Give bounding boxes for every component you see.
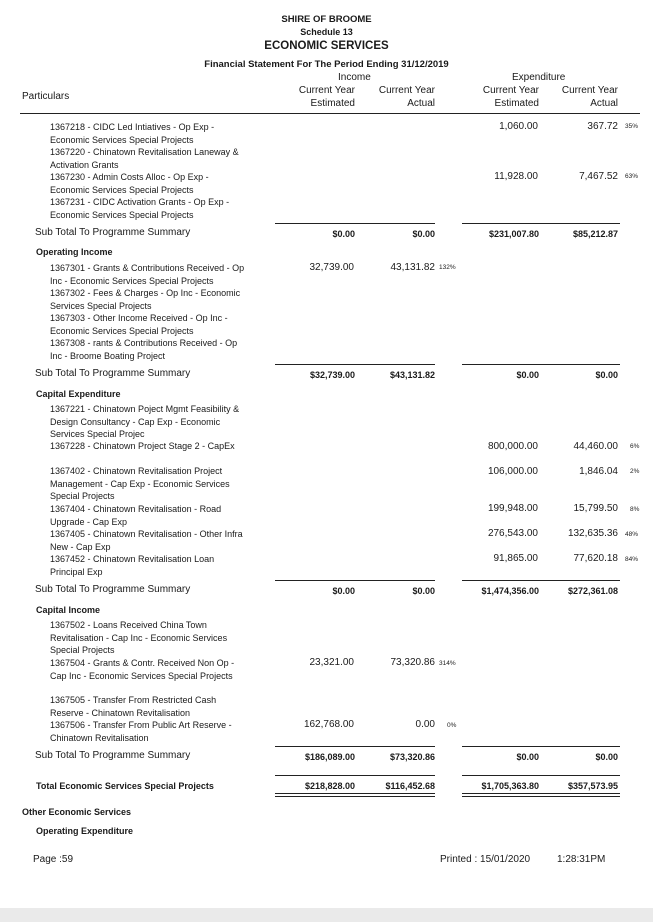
total-exp-estimated: $1,705,363.80	[481, 781, 539, 791]
subtotal-exp-actual: $272,361.08	[567, 586, 618, 596]
line-item-1367302: 1367302 - Fees & Charges - Op Inc - Economic Services Special Projects	[50, 288, 241, 311]
line-item-1367220: 1367220 - Chinatown Revitalisation Laneway & Activation Grants	[50, 147, 239, 170]
exp-estimated-value: 1,060.00	[499, 121, 538, 132]
exp-estimated-value: 106,000.00	[487, 466, 538, 477]
subtotal-rule-exp	[462, 580, 620, 581]
subtotal-income-actual: $0.00	[412, 586, 435, 596]
subtotal-exp-estimated: $0.00	[516, 370, 539, 380]
statement-title: Financial Statement For The Period Ending 31/12/2019	[204, 59, 449, 70]
percent-value: 2%	[630, 468, 640, 475]
total-rule-exp	[462, 775, 620, 776]
exp-actual-value: 15,799.50	[573, 503, 618, 514]
total-label: Total Economic Services Special Projects	[36, 781, 214, 791]
section-heading: Capital Expenditure	[36, 389, 121, 399]
line-item-1367301: 1367301 - Grants & Contributions Received - Op Inc - Economic Services Special Projects	[50, 263, 245, 286]
subtotal-rule-exp	[462, 364, 620, 365]
total-rule-income	[275, 775, 435, 776]
exp-estimated-value: 199,948.00	[487, 503, 538, 514]
percent-value: 48%	[625, 531, 639, 538]
exp-actual-value: 44,460.00	[573, 441, 618, 452]
percent-value: 35%	[625, 123, 639, 130]
printed-date: Printed : 15/01/2020	[440, 854, 531, 865]
exp-actual-value: 77,620.18	[573, 553, 618, 564]
income-estimated-header-line1: Current Year	[298, 85, 355, 96]
percent-value: 132%	[439, 264, 456, 271]
subtotal-exp-actual: $0.00	[595, 752, 618, 762]
subtotal-rule-exp	[462, 223, 620, 224]
exp-actual-value: 132,635.36	[567, 528, 618, 539]
income-actual-value: 73,320.86	[390, 657, 435, 668]
line-item-1367303: 1367303 - Other Income Received - Op Inc - Economic Services Special Projects	[50, 313, 228, 336]
subtotal-exp-actual: $0.00	[595, 370, 618, 380]
percent-value: 63%	[625, 173, 639, 180]
section-heading: Operating Expenditure	[36, 826, 134, 836]
exp-actual-value: 1,846.04	[579, 466, 618, 477]
schedule-number: Schedule 13	[300, 27, 353, 37]
line-item-1367230: 1367230 - Admin Costs Alloc - Op Exp - Economic Services Special Projects	[50, 172, 209, 195]
exp-actual-header-line2: Actual	[590, 98, 618, 109]
subtotal-income-estimated: $186,089.00	[304, 752, 355, 762]
exp-estimated-value: 91,865.00	[493, 553, 538, 564]
income-actual-value: 43,131.82	[390, 262, 435, 273]
subtotal-income-estimated: $32,739.00	[309, 370, 355, 380]
percent-value: 8%	[630, 506, 640, 513]
group-heading: Other Economic Services	[22, 807, 132, 817]
subtotal-label: Sub Total To Programme Summary	[35, 368, 191, 379]
income-estimated-value: 32,739.00	[309, 262, 354, 273]
income-estimated-value: 23,321.00	[309, 657, 354, 668]
subtotal-label: Sub Total To Programme Summary	[35, 227, 191, 238]
subtotal-label: Sub Total To Programme Summary	[35, 584, 191, 595]
exp-estimated-header-line2: Estimated	[494, 98, 539, 109]
income-estimated-header-line2: Estimated	[310, 98, 355, 109]
exp-estimated-value: 276,543.00	[487, 528, 538, 539]
total-exp-actual: $357,573.95	[567, 781, 618, 791]
subtotal-income-estimated: $0.00	[332, 229, 355, 239]
exp-estimated-header-line1: Current Year	[482, 85, 539, 96]
subtotal-exp-estimated: $231,007.80	[488, 229, 539, 239]
subtotal-label: Sub Total To Programme Summary	[35, 750, 191, 761]
line-item-1367228: 1367228 - Chinatown Project Stage 2 - CapEx	[50, 441, 235, 451]
line-item-1367402: 1367402 - Chinatown Revitalisation Project Management - Cap Exp - Economic Services Special Projects	[50, 466, 230, 501]
exp-actual-value: 367.72	[587, 121, 618, 132]
total-income-estimated: $218,828.00	[304, 781, 355, 791]
subtotal-exp-estimated: $0.00	[516, 752, 539, 762]
income-estimated-value: 162,768.00	[303, 719, 354, 730]
income-actual-value: 0.00	[415, 719, 435, 730]
line-item-1367452: 1367452 - Chinatown Revitalisation Loan Principal Exp	[50, 554, 215, 577]
subtotal-income-actual: $0.00	[412, 229, 435, 239]
percent-value: 314%	[439, 660, 456, 667]
income-header: Income	[338, 72, 371, 83]
line-item-1367231: 1367231 - CIDC Activation Grants - Op Exp - Economic Services Special Projects	[50, 197, 230, 220]
subtotal-rule-income	[275, 223, 435, 224]
bottom-gutter	[0, 908, 653, 922]
subtotal-income-actual: $43,131.82	[389, 370, 435, 380]
subtotal-income-estimated: $0.00	[332, 586, 355, 596]
subtotal-rule-exp	[462, 746, 620, 747]
header-rule	[20, 113, 640, 114]
printed-time: 1:28:31PM	[557, 854, 606, 865]
line-item-1367404: 1367404 - Chinatown Revitalisation - Road Upgrade - Cap Exp	[50, 504, 222, 527]
subtotal-rule-income	[275, 364, 435, 365]
line-item-1367221: 1367221 - Chinatown Poject Mgmt Feasibility & Design Consultancy - Cap Exp - Economic Services Special Projec	[50, 404, 240, 439]
percent-value: 84%	[625, 556, 639, 563]
total-double-rule-exp	[462, 793, 620, 797]
expenditure-header: Expenditure	[512, 72, 566, 83]
line-item-1367502: 1367502 - Loans Received China Town Revitalisation - Cap Inc - Economic Services Special Projects	[50, 620, 228, 655]
subtotal-income-actual: $73,320.86	[389, 752, 435, 762]
subtotal-rule-income	[275, 580, 435, 581]
line-item-1367505: 1367505 - Transfer From Restricted Cash Reserve - Chinatown Revitalisation	[50, 695, 217, 718]
subtotal-exp-actual: $85,212.87	[572, 229, 618, 239]
percent-value: 6%	[630, 443, 640, 450]
income-actual-header-line1: Current Year	[378, 85, 435, 96]
exp-actual-header-line1: Current Year	[561, 85, 618, 96]
section-title: ECONOMIC SERVICES	[264, 40, 389, 52]
subtotal-exp-estimated: $1,474,356.00	[481, 586, 539, 596]
line-item-1367405: 1367405 - Chinatown Revitalisation - Other Infra New - Cap Exp	[50, 529, 243, 552]
exp-estimated-value: 800,000.00	[487, 441, 538, 452]
page-number: Page :59	[33, 854, 74, 865]
subtotal-rule-income	[275, 746, 435, 747]
income-actual-header-line2: Actual	[407, 98, 435, 109]
percent-value: 0%	[447, 722, 457, 729]
total-income-actual: $116,452.68	[385, 781, 435, 791]
total-double-rule-income	[275, 793, 435, 797]
section-heading: Capital Income	[36, 605, 101, 615]
exp-actual-value: 7,467.52	[579, 171, 618, 182]
section-heading: Operating Income	[36, 247, 113, 257]
line-item-1367504: 1367504 - Grants & Contr. Received Non Op - Cap Inc - Economic Services Special Projects	[50, 658, 235, 681]
line-item-1367218: 1367218 - CIDC Led Intiatives - Op Exp - Economic Services Special Projects	[50, 122, 215, 145]
line-item-1367506: 1367506 - Transfer From Public Art Reserve - Chinatown Revitalisation	[50, 720, 232, 743]
line-item-1367308: 1367308 - rants & Contributions Received - Op Inc - Broome Boating Project	[50, 338, 238, 361]
particulars-header: Particulars	[22, 91, 70, 102]
org-name: SHIRE OF BROOME	[281, 14, 372, 25]
exp-estimated-value: 11,928.00	[494, 171, 538, 182]
